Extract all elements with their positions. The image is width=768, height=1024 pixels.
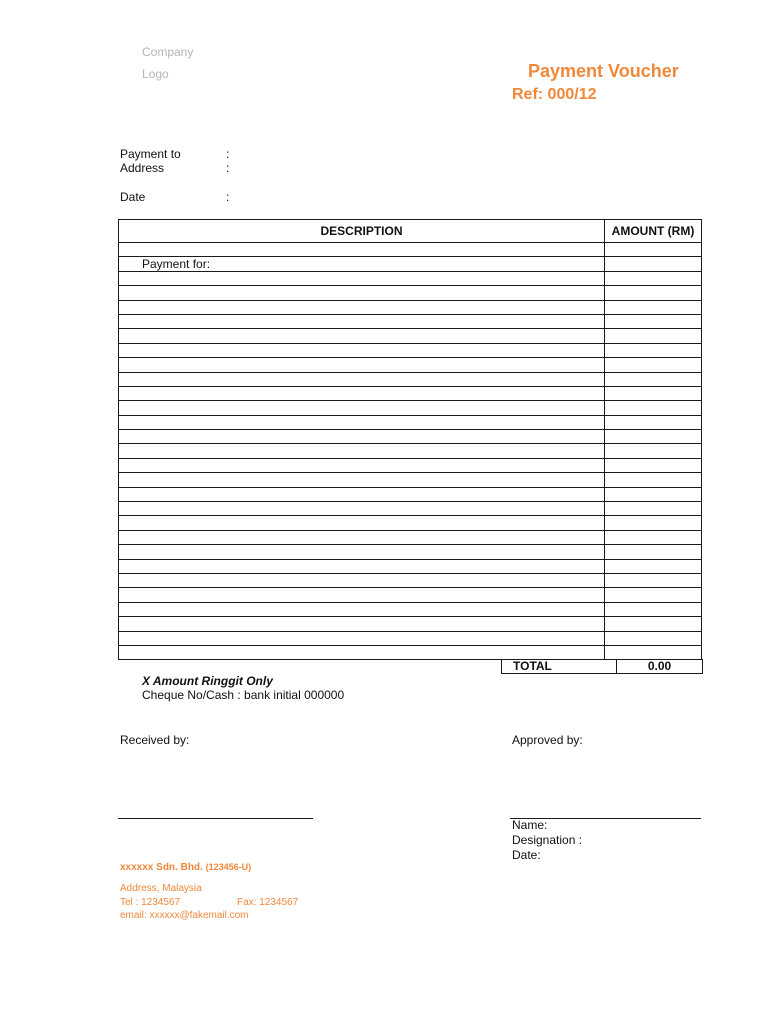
amount-in-words: X Amount Ringgit Only <box>142 674 273 688</box>
row-amount <box>605 271 702 285</box>
footer-tel: Tel : 1234567 <box>120 897 181 908</box>
row-amount <box>605 573 702 587</box>
footer-email: email: xxxxxx@fakemail.com <box>120 910 249 921</box>
table-row <box>119 487 702 501</box>
row-description <box>119 314 605 328</box>
row-amount <box>605 444 702 458</box>
cheque-info: Cheque No/Cash : bank initial 000000 <box>142 688 345 702</box>
address-label: Address <box>120 161 165 175</box>
received-by-label: Received by: <box>120 733 190 747</box>
table-row <box>119 271 702 285</box>
date-label: Date <box>120 190 146 204</box>
row-amount <box>605 631 702 645</box>
row-amount <box>605 588 702 602</box>
table-row <box>119 631 702 645</box>
row-description <box>119 458 605 472</box>
table-row <box>119 286 702 300</box>
total-row <box>501 659 703 674</box>
row-description <box>119 286 605 300</box>
row-amount <box>605 487 702 501</box>
row-amount <box>605 358 702 372</box>
row-description <box>119 516 605 530</box>
row-amount <box>605 473 702 487</box>
row-amount <box>605 530 702 544</box>
table-header-row <box>119 220 702 243</box>
row-amount <box>605 516 702 530</box>
approver-date-label: Date: <box>512 848 541 862</box>
footer-fax: Fax: 1234567 <box>237 897 299 908</box>
table-row <box>119 473 702 487</box>
row-description <box>119 631 605 645</box>
row-amount <box>605 243 702 257</box>
table-row <box>119 588 702 602</box>
row-amount <box>605 386 702 400</box>
amount-header: AMOUNT (RM) <box>605 220 702 243</box>
row-description <box>119 243 605 257</box>
row-description <box>119 588 605 602</box>
row-amount <box>605 502 702 516</box>
table-row <box>119 516 702 530</box>
company-logo-placeholder <box>142 45 193 81</box>
footer-address: Address, Malaysia <box>120 883 202 894</box>
row-amount <box>605 545 702 559</box>
table-row <box>119 300 702 314</box>
row-amount <box>605 372 702 386</box>
table-row <box>119 645 702 659</box>
table-row <box>119 530 702 544</box>
row-description <box>119 415 605 429</box>
row-description <box>119 559 605 573</box>
payment-to-colon: : <box>226 147 230 161</box>
row-description <box>119 545 605 559</box>
row-description <box>119 271 605 285</box>
table-row <box>119 386 702 400</box>
row-amount <box>605 257 702 271</box>
row-amount <box>605 343 702 357</box>
table-row <box>119 243 702 257</box>
row-description <box>119 617 605 631</box>
row-description <box>119 487 605 501</box>
footer-company-name: xxxxxx Sdn. Bhd. <box>120 862 203 873</box>
line-items-table <box>118 219 702 660</box>
row-amount <box>605 329 702 343</box>
row-description <box>119 573 605 587</box>
total-value: 0.00 <box>647 659 672 673</box>
row-description <box>119 300 605 314</box>
row-description <box>119 430 605 444</box>
footer-company-reg: (123456-U) <box>205 862 252 872</box>
row-description <box>119 645 605 659</box>
row-description <box>119 530 605 544</box>
row-description <box>119 358 605 372</box>
received-signature-line <box>118 818 313 819</box>
table-row <box>119 314 702 328</box>
row-amount <box>605 602 702 616</box>
row-description <box>119 372 605 386</box>
table-row <box>119 358 702 372</box>
approved-by-label: Approved by: <box>512 733 583 747</box>
table-row <box>119 329 702 343</box>
table-row <box>119 401 702 415</box>
row-amount <box>605 430 702 444</box>
row-amount <box>605 415 702 429</box>
address-colon: : <box>226 161 230 175</box>
row-amount <box>605 458 702 472</box>
row-amount <box>605 314 702 328</box>
row-description <box>119 444 605 458</box>
table-row <box>119 502 702 516</box>
total-label: TOTAL <box>502 659 617 673</box>
payment-to-label: Payment to <box>120 147 181 161</box>
row-description <box>119 401 605 415</box>
reference-number: Ref: 000/12 <box>512 86 597 103</box>
table-row <box>119 573 702 587</box>
row-amount <box>605 401 702 415</box>
row-description: Payment for: <box>119 257 605 271</box>
table-row <box>119 430 702 444</box>
row-amount <box>605 286 702 300</box>
logo-line-1: Company <box>142 45 194 59</box>
table-row <box>119 545 702 559</box>
table-row <box>119 372 702 386</box>
row-description <box>119 343 605 357</box>
table-row <box>119 617 702 631</box>
footer-company <box>120 862 251 873</box>
row-description <box>119 386 605 400</box>
row-description <box>119 602 605 616</box>
description-header: DESCRIPTION <box>119 220 605 243</box>
approver-name-label: Name: <box>512 818 548 832</box>
row-amount <box>605 617 702 631</box>
row-description <box>119 329 605 343</box>
table-row <box>119 458 702 472</box>
table-row <box>119 602 702 616</box>
row-description <box>119 502 605 516</box>
table-row <box>119 343 702 357</box>
table-row <box>119 559 702 573</box>
table-row <box>119 415 702 429</box>
date-colon: : <box>226 190 230 204</box>
row-amount <box>605 645 702 659</box>
document-title: Payment Voucher <box>528 61 679 81</box>
table-row <box>119 257 702 271</box>
approver-designation-label: Designation : <box>512 833 583 847</box>
row-description <box>119 473 605 487</box>
table-row <box>119 444 702 458</box>
logo-line-2: Logo <box>142 67 169 81</box>
row-amount <box>605 559 702 573</box>
row-amount <box>605 300 702 314</box>
